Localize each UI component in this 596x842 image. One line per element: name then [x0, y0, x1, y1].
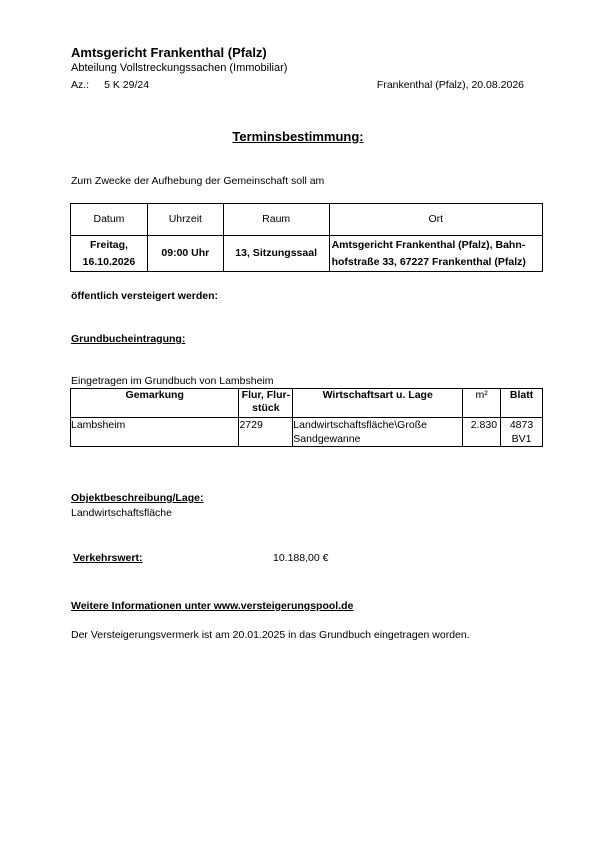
- sold-text: öffentlich versteigert werden:: [71, 290, 219, 302]
- header-datum: Datum: [71, 204, 148, 236]
- wirtschaftsart-line1: Landwirtschaftsfläche\Große: [293, 419, 427, 431]
- header-flur-line1: Flur, Flur-: [241, 389, 291, 401]
- info-link-text: Weitere Informationen unter www.versteigerungspool.de: [71, 600, 354, 612]
- header-m2: m²: [463, 389, 501, 418]
- header-flur: [239, 389, 293, 418]
- place-date: Frankenthal (Pfalz), 20.08.2026: [376, 79, 524, 91]
- cell-blatt: [501, 418, 543, 447]
- az-number: 5 K 29/24: [104, 79, 150, 91]
- appointment-row: [71, 236, 543, 272]
- header-gemarkung: Gemarkung: [71, 389, 239, 418]
- objekt-heading: Objektbeschreibung/Lage:: [71, 492, 204, 504]
- header-wirtschaftsart: Wirtschaftsart u. Lage: [293, 389, 463, 418]
- header-blatt: Blatt: [501, 389, 543, 418]
- cell-flurstueck: 2729: [239, 418, 293, 447]
- cell-ort: [329, 236, 542, 272]
- blatt-line2: BV1: [511, 433, 532, 446]
- az-label: Az.:: [71, 79, 90, 91]
- date-weekday: Freitag,: [89, 239, 128, 252]
- document-title: Terminsbestimmung:: [232, 129, 364, 144]
- location-line2: hofstraße 33, 67227 Frankenthal (Pfalz): [331, 255, 526, 268]
- cell-datum: [71, 236, 148, 272]
- grundbuch-header-row: [71, 389, 543, 418]
- date-value: 16.10.2026: [82, 255, 136, 268]
- cell-m2: 2.830: [463, 418, 501, 447]
- vermerk-text: Der Versteigerungsvermerk ist am 20.01.2025 in das Grundbuch eingetragen worden.: [71, 629, 470, 641]
- cell-raum: 13, Sitzungssaal: [223, 236, 329, 272]
- blatt-line1: 4873: [509, 419, 534, 431]
- table-row: [71, 418, 543, 447]
- cell-wirtschaftsart: [293, 418, 463, 447]
- header-uhrzeit: Uhrzeit: [147, 204, 223, 236]
- cell-gemarkung: Lambsheim: [71, 418, 239, 447]
- court-name: Amtsgericht Frankenthal (Pfalz): [71, 45, 267, 60]
- wirtschaftsart-line2: Sandgewanne: [293, 433, 361, 446]
- grundbuch-table: [70, 388, 543, 447]
- header-flur-line2: stück: [252, 401, 280, 414]
- grundbuch-heading: Grundbucheintragung:: [71, 333, 186, 345]
- header-raum: Raum: [223, 204, 329, 236]
- department: Abteilung Vollstreckungssachen (Immobiliar): [71, 62, 288, 74]
- objekt-value: Landwirtschaftsfläche: [71, 507, 172, 519]
- grundbuch-intro: Eingetragen im Grundbuch von Lambsheim: [71, 375, 274, 387]
- cell-uhrzeit: 09:00 Uhr: [147, 236, 223, 272]
- appointment-table: [70, 203, 543, 272]
- appointment-header-row: [71, 204, 543, 236]
- location-line1: Amtsgericht Frankenthal (Pfalz), Bahn-: [331, 239, 526, 252]
- verkehrswert-label: Verkehrswert:: [73, 552, 143, 564]
- header-ort: Ort: [329, 204, 542, 236]
- intro-text: Zum Zwecke der Aufhebung der Gemeinschaft soll am: [71, 175, 325, 187]
- verkehrswert-value: 10.188,00 €: [273, 552, 329, 564]
- case-reference: [71, 79, 149, 92]
